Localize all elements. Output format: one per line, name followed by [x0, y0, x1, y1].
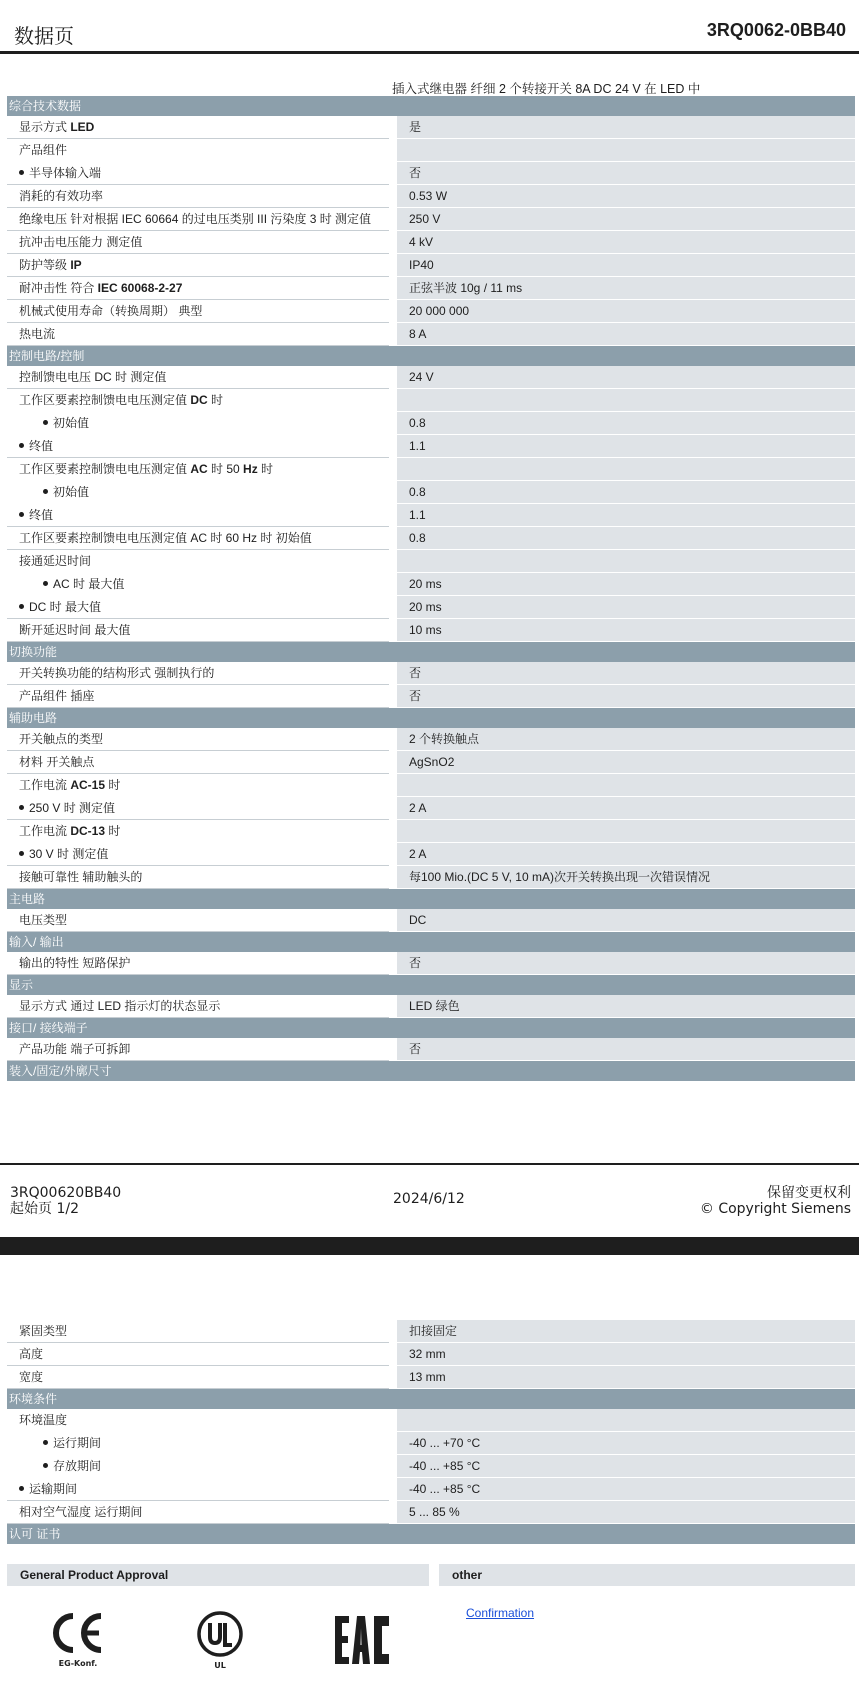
spec-label-text: 显示方式 通过 LED 指示灯的状态显示: [19, 999, 221, 1013]
spec-value: 0.8: [397, 481, 855, 504]
spec-label-text: AC-15: [70, 778, 106, 792]
spec-row: [7, 435, 855, 458]
spec-value: 0.8: [397, 527, 855, 550]
spec-label-text: 时: [105, 778, 121, 792]
spec-row: [7, 1343, 855, 1366]
bullet-icon: [19, 805, 24, 810]
product-code: 3RQ0062-0BB40: [706, 20, 846, 40]
certificate-header: [7, 1564, 855, 1586]
spec-row: [7, 527, 855, 550]
spec-label: [7, 277, 389, 300]
ce-mark-logo: [46, 1610, 110, 1668]
spec-label: [7, 952, 389, 975]
spec-label-text: AC 时 最大值: [53, 577, 125, 591]
spec-row: [7, 162, 855, 185]
spec-row: [7, 1478, 855, 1501]
spec-row: [7, 277, 855, 300]
spec-value: LED 绿色: [397, 995, 855, 1018]
spec-row: [7, 751, 855, 774]
spec-value: [397, 820, 855, 843]
spec-label-text: 开关触点的类型: [19, 732, 104, 746]
spec-value: 否: [397, 685, 855, 708]
spec-label: [7, 139, 389, 162]
spec-row: [7, 995, 855, 1018]
spec-label: [7, 231, 389, 254]
spec-label-text: 终值: [29, 508, 54, 522]
certificate-col-general: General Product Approval: [7, 1564, 429, 1586]
spec-label-text: 高度: [19, 1347, 44, 1361]
bullet-icon: [19, 604, 24, 609]
footer-date: 2024/6/12: [393, 1191, 465, 1207]
footer-divider: [0, 1163, 859, 1165]
spec-row: [7, 619, 855, 642]
footer-page-number: 起始页 1/2: [10, 1201, 79, 1217]
spec-label-text: Hz: [243, 462, 258, 476]
bullet-icon: [43, 581, 48, 586]
section-header: 认可 证书: [7, 1524, 855, 1544]
spec-label-text: 紧固类型: [19, 1324, 68, 1338]
bullet-icon: [19, 851, 24, 856]
spec-value: 1.1: [397, 435, 855, 458]
spec-label-text: LED: [70, 120, 95, 134]
bullet-icon: [43, 1463, 48, 1468]
spec-row: [7, 481, 855, 504]
spec-value: 13 mm: [397, 1366, 855, 1389]
spec-value: -40 ... +85 °C: [397, 1455, 855, 1478]
spec-label-text: DC: [190, 393, 208, 407]
spec-label: [7, 1038, 389, 1061]
spec-label-text: 热电流: [19, 327, 56, 341]
bullet-icon: [43, 420, 48, 425]
spec-label-text: 消耗的有效功率: [19, 189, 104, 203]
spec-label-text: 初始值: [53, 485, 90, 499]
spec-label-text: 防护等级: [19, 258, 71, 272]
spec-value: [397, 1409, 855, 1432]
spec-row: [7, 909, 855, 932]
spec-label-text: 机械式使用寿命（转换周期） 典型: [19, 304, 203, 318]
footer-left: [10, 1185, 121, 1217]
spec-label: [7, 573, 389, 596]
spec-row: [7, 231, 855, 254]
spec-label-text: 环境温度: [19, 1413, 68, 1427]
spec-row: [7, 1455, 855, 1478]
spec-row: [7, 1320, 855, 1343]
spec-label: [7, 820, 389, 843]
confirmation-link[interactable]: Confirmation: [466, 1606, 535, 1620]
section-header: 控制电路/控制: [7, 346, 855, 366]
page-title: 数据页: [14, 24, 74, 48]
section-header: 切换功能: [7, 642, 855, 662]
spec-label: [7, 797, 389, 820]
spec-value: [397, 139, 855, 162]
spec-value: IP40: [397, 254, 855, 277]
spec-label-text: 材料 开关触点: [19, 755, 95, 769]
spec-value: 24 V: [397, 366, 855, 389]
spec-label-text: IEC 60068-2-27: [97, 281, 183, 295]
spec-label: [7, 389, 389, 412]
spec-value: 否: [397, 662, 855, 685]
spec-label-text: AC: [190, 462, 208, 476]
spec-row: [7, 139, 855, 162]
spec-label: [7, 662, 389, 685]
spec-label: [7, 116, 389, 139]
spec-label-text: 时 50: [207, 462, 244, 476]
spec-value: [397, 458, 855, 481]
spec-value: 否: [397, 162, 855, 185]
spec-value: 每100 Mio.(DC 5 V, 10 mA)次开关转换出现一次错误情况: [397, 866, 855, 889]
spec-label-text: 时: [257, 462, 274, 476]
spec-label: [7, 1455, 389, 1478]
spec-label-text: 半导体输入端: [29, 166, 102, 180]
spec-value: 1.1: [397, 504, 855, 527]
spec-value: -40 ... +70 °C: [397, 1432, 855, 1455]
spec-row: [7, 866, 855, 889]
spec-label-text: 相对空气湿度 运行期间: [19, 1505, 143, 1519]
spec-row: [7, 952, 855, 975]
bullet-icon: [43, 1440, 48, 1445]
spec-label: [7, 323, 389, 346]
spec-label-text: 输出的特性 短路保护: [19, 956, 131, 970]
spec-label-text: 工作区要素控制馈电电压测定值 AC 时 60 Hz 时 初始值: [19, 531, 312, 545]
spec-row: [7, 185, 855, 208]
spec-label-text: 显示方式: [19, 120, 71, 134]
spec-label: [7, 185, 389, 208]
spec-value: 否: [397, 952, 855, 975]
spec-row: [7, 208, 855, 231]
spec-label: [7, 300, 389, 323]
spec-value: 8 A: [397, 323, 855, 346]
spec-label: [7, 774, 389, 797]
spec-label-text: 耐冲击性 符合: [19, 281, 98, 295]
spec-label-text: 时: [207, 393, 224, 407]
spec-row: [7, 389, 855, 412]
spec-label-text: 电压类型: [19, 913, 68, 927]
bullet-icon: [19, 443, 24, 448]
bullet-icon: [19, 512, 24, 517]
ul-mark-logo: [194, 1610, 246, 1670]
spec-label-text: 控制馈电电压 DC 时 测定值: [19, 370, 167, 384]
section-header: 输入/ 输出: [7, 932, 855, 952]
spec-value: 正弦半波 10g / 11 ms: [397, 277, 855, 300]
spec-row: [7, 774, 855, 797]
spec-label: [7, 685, 389, 708]
spec-value: 10 ms: [397, 619, 855, 642]
spec-value: 20 ms: [397, 596, 855, 619]
spec-label: [7, 751, 389, 774]
spec-row: [7, 254, 855, 277]
spec-row: [7, 1038, 855, 1061]
bullet-icon: [19, 1486, 24, 1491]
spec-label-text: 30 V 时 测定值: [29, 847, 109, 861]
spec-label-text: 开关转换功能的结构形式 强制执行的: [19, 666, 215, 680]
spec-label: [7, 1343, 389, 1366]
spec-row: [7, 843, 855, 866]
spec-label: [7, 1501, 389, 1524]
footer-order-number: 3RQ00620BB40: [10, 1185, 122, 1201]
ul-mark-caption: UL: [214, 1661, 226, 1670]
spec-value: [397, 550, 855, 573]
spec-value: [397, 389, 855, 412]
spec-label-text: 初始值: [53, 416, 90, 430]
spec-label-text: 接通延迟时间: [19, 554, 92, 568]
spec-value: 2 个转换触点: [397, 728, 855, 751]
eac-mark-icon: [331, 1614, 393, 1666]
spec-row: [7, 728, 855, 751]
spec-label: [7, 435, 389, 458]
page-break-bar: [0, 1237, 859, 1255]
spec-label-text: DC 时 最大值: [29, 600, 102, 614]
spec-value: 2 A: [397, 843, 855, 866]
certificate-col-other: other: [439, 1564, 855, 1586]
spec-label: [7, 412, 389, 435]
spec-value: 是: [397, 116, 855, 139]
spec-label: [7, 550, 389, 573]
spec-label: [7, 527, 389, 550]
spec-row: [7, 116, 855, 139]
spec-label: [7, 619, 389, 642]
bullet-icon: [19, 170, 24, 175]
spec-row: [7, 366, 855, 389]
spec-label: [7, 254, 389, 277]
footer-right: [700, 1185, 851, 1217]
spec-label: [7, 1366, 389, 1389]
spec-label: [7, 162, 389, 185]
spec-label: [7, 843, 389, 866]
spec-value: AgSnO2: [397, 751, 855, 774]
spec-label-text: 工作区要素控制馈电电压测定值: [19, 393, 191, 407]
spec-value: 2 A: [397, 797, 855, 820]
section-header: 环境条件: [7, 1389, 855, 1409]
spec-row: [7, 1409, 855, 1432]
spec-label-text: 产品功能 端子可拆卸: [19, 1042, 131, 1056]
spec-value: DC: [397, 909, 855, 932]
spec-row: [7, 1432, 855, 1455]
spec-label-text: 断开延迟时间 最大值: [19, 623, 131, 637]
spec-label: [7, 481, 389, 504]
section-header: 接口/ 接线端子: [7, 1018, 855, 1038]
spec-value: 20 ms: [397, 573, 855, 596]
spec-value: -40 ... +85 °C: [397, 1478, 855, 1501]
spec-label-text: 终值: [29, 439, 54, 453]
spec-label: [7, 728, 389, 751]
section-header: 装入/固定/外廓尺寸: [7, 1061, 855, 1081]
spec-label-text: 宽度: [19, 1370, 44, 1384]
bullet-icon: [43, 489, 48, 494]
spec-value: 扣接固定: [397, 1320, 855, 1343]
spec-row: [7, 820, 855, 843]
spec-label-text: 接触可靠性 辅助触头的: [19, 870, 143, 884]
spec-row: [7, 797, 855, 820]
spec-label-text: 产品组件 插座: [19, 689, 95, 703]
spec-label: [7, 909, 389, 932]
section-header: 辅助电路: [7, 708, 855, 728]
spec-row: [7, 596, 855, 619]
datasheet-page-2: [7, 1320, 855, 1544]
spec-row: [7, 323, 855, 346]
spec-row: [7, 550, 855, 573]
spec-label: [7, 366, 389, 389]
spec-value: 0.8: [397, 412, 855, 435]
spec-label-text: 绝缘电压 针对根据 IEC 60664 的过电压类别 III 污染度 3 时 测定值: [19, 212, 372, 226]
spec-label-text: 抗冲击电压能力 测定值: [19, 235, 143, 249]
spec-label: [7, 1409, 389, 1432]
spec-label-text: 工作电流: [19, 778, 71, 792]
spec-row: [7, 662, 855, 685]
spec-value: 否: [397, 1038, 855, 1061]
spec-label-text: 工作电流: [19, 824, 71, 838]
spec-label-text: DC-13: [70, 824, 106, 838]
spec-value: 4 kV: [397, 231, 855, 254]
spec-row: [7, 412, 855, 435]
spec-label-text: 存放期间: [53, 1459, 102, 1473]
ce-mark-icon: [49, 1610, 107, 1656]
spec-row: [7, 1366, 855, 1389]
spec-value: 32 mm: [397, 1343, 855, 1366]
spec-value: 5 ... 85 %: [397, 1501, 855, 1524]
title-divider: [0, 51, 859, 54]
spec-label: [7, 995, 389, 1018]
ce-mark-caption: EG-Konf.: [58, 1659, 98, 1668]
spec-label: [7, 866, 389, 889]
section-header: 主电路: [7, 889, 855, 909]
product-subtitle: 插入式继电器 纤细 2 个转接开关 8A DC 24 V 在 LED 中: [392, 82, 701, 96]
spec-label: [7, 1478, 389, 1501]
spec-label-text: 250 V 时 测定值: [29, 801, 116, 815]
ul-mark-icon: [196, 1610, 244, 1658]
spec-value: 0.53 W: [397, 185, 855, 208]
section-header: 显示: [7, 975, 855, 995]
section-header: 综合技术数据: [7, 96, 855, 116]
spec-row: [7, 685, 855, 708]
spec-row: [7, 458, 855, 481]
footer-copyright: © Copyright Siemens: [699, 1201, 851, 1217]
spec-label-text: IP: [70, 258, 82, 272]
spec-value: 20 000 000: [397, 300, 855, 323]
spec-row: [7, 1501, 855, 1524]
eac-mark-logo: [330, 1614, 394, 1669]
spec-label: [7, 1320, 389, 1343]
spec-label: [7, 1432, 389, 1455]
spec-label-text: 工作区要素控制馈电电压测定值: [19, 462, 191, 476]
spec-label: [7, 596, 389, 619]
spec-value: 250 V: [397, 208, 855, 231]
spec-label-text: 时: [105, 824, 121, 838]
footer-rights: 保留变更权利: [767, 1185, 851, 1201]
spec-label: [7, 504, 389, 527]
datasheet-page-1: [7, 96, 855, 1081]
spec-label-text: 产品组件: [19, 143, 68, 157]
spec-row: [7, 573, 855, 596]
spec-value: [397, 774, 855, 797]
spec-row: [7, 300, 855, 323]
spec-row: [7, 504, 855, 527]
spec-label: [7, 458, 389, 481]
spec-label-text: 运输期间: [29, 1482, 78, 1496]
spec-label: [7, 208, 389, 231]
spec-label-text: 运行期间: [53, 1436, 102, 1450]
